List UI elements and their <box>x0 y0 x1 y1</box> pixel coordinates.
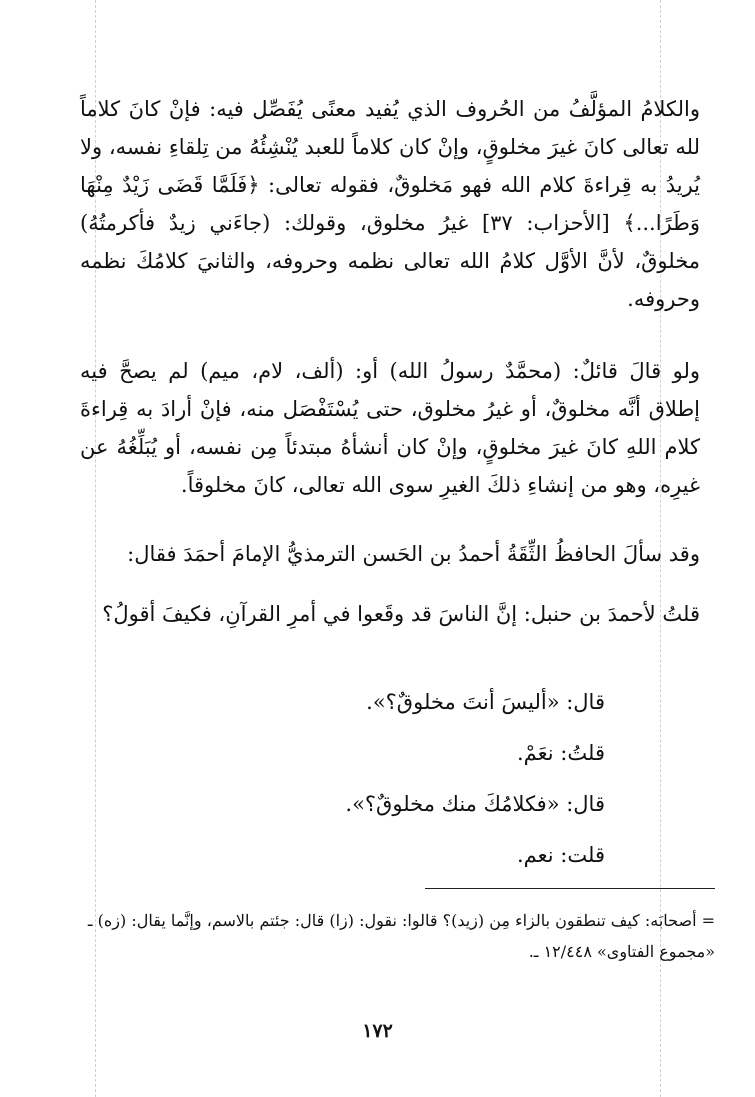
footnote-separator <box>425 888 715 889</box>
body-paragraph-4: قلتُ لأحمدَ بن حنبل: إنَّ الناسَ قد وقَعوا في أمرِ القرآنِ، فكيفَ أقولُ؟ <box>102 602 700 626</box>
dialogue-line-2: قلتُ: نعَمْ. <box>517 741 605 765</box>
body-paragraph-3: وقد سألَ الحافظُ الثِّقَةُ أحمدُ بن الحَسن الترمذيُّ الإمامَ أحمَدَ فقال: <box>127 542 700 566</box>
footnote: = أصحابَه: كيف تنطقون بالزاء مِن (زيد)؟ قالوا: نقول: (زا) قال: جئتم بالاسم، وإنَّما يقال: (زه) ـ «مجموع الفتاوى» ١٢/٤٤٨ ـ. <box>87 911 715 961</box>
page-number: ١٧٢ <box>362 1020 393 1042</box>
dialogue-line-3: قال: «فكلامُكَ منك مخلوقٌ؟». <box>345 792 605 816</box>
body-paragraph-1: والكلامُ المؤلَّفُ من الحُروف الذي يُفيد معنًى يُفَصِّل فيه: فإنْ كانَ كلاماً لله تعالى كانَ غيرَ مخلوقٍ، وإنْ كان كلاماً للعبد يُنْشِئُهُ من تِلقاءِ نفسه، ولا يُريدُ به قِراءةَ كلام الله فهو مَخلوقٌ، فقوله تعالى: ﴿فَلَمَّا قَضَى زَيْدٌ مِنْهَا وَطَرًا...﴾ [الأحزاب: ٣٧] غيرُ مخلوق، وقولك: (جاءَني زيدٌ فأكرمتُهُ) مخلوقٌ، لأنَّ الأوَّل كلامُ الله تعالى نظمه وحروفه، والثانيَ كلامُكَ نظمه وحروفه. <box>80 97 700 311</box>
body-paragraph-2: ولو قالَ قائلٌ: (محمَّدٌ رسولُ الله) أو: (ألف، لام، ميم) لم يصحَّ فيه إطلاق أنَّه مخلوقٌ، أو غيرُ مخلوق، حتى يُسْتَفْصَل منه، فإنْ أرادَ به قِراءةَ كلام اللهِ كانَ غيرَ مخلوقٍ، وإنْ كان أنشأهُ مبتدئاً مِن نفسه، أو يُبَلِّغُهُ عن غيرِه، وهو من إنشاءِ ذلكَ الغيرِ سوى الله تعالى، كانَ مخلوقاً. <box>80 359 700 497</box>
dialogue-line-1: قال: «أليسَ أنتَ مخلوقٌ؟». <box>366 690 605 714</box>
dialogue-line-4: قلت: نعم. <box>517 843 605 867</box>
